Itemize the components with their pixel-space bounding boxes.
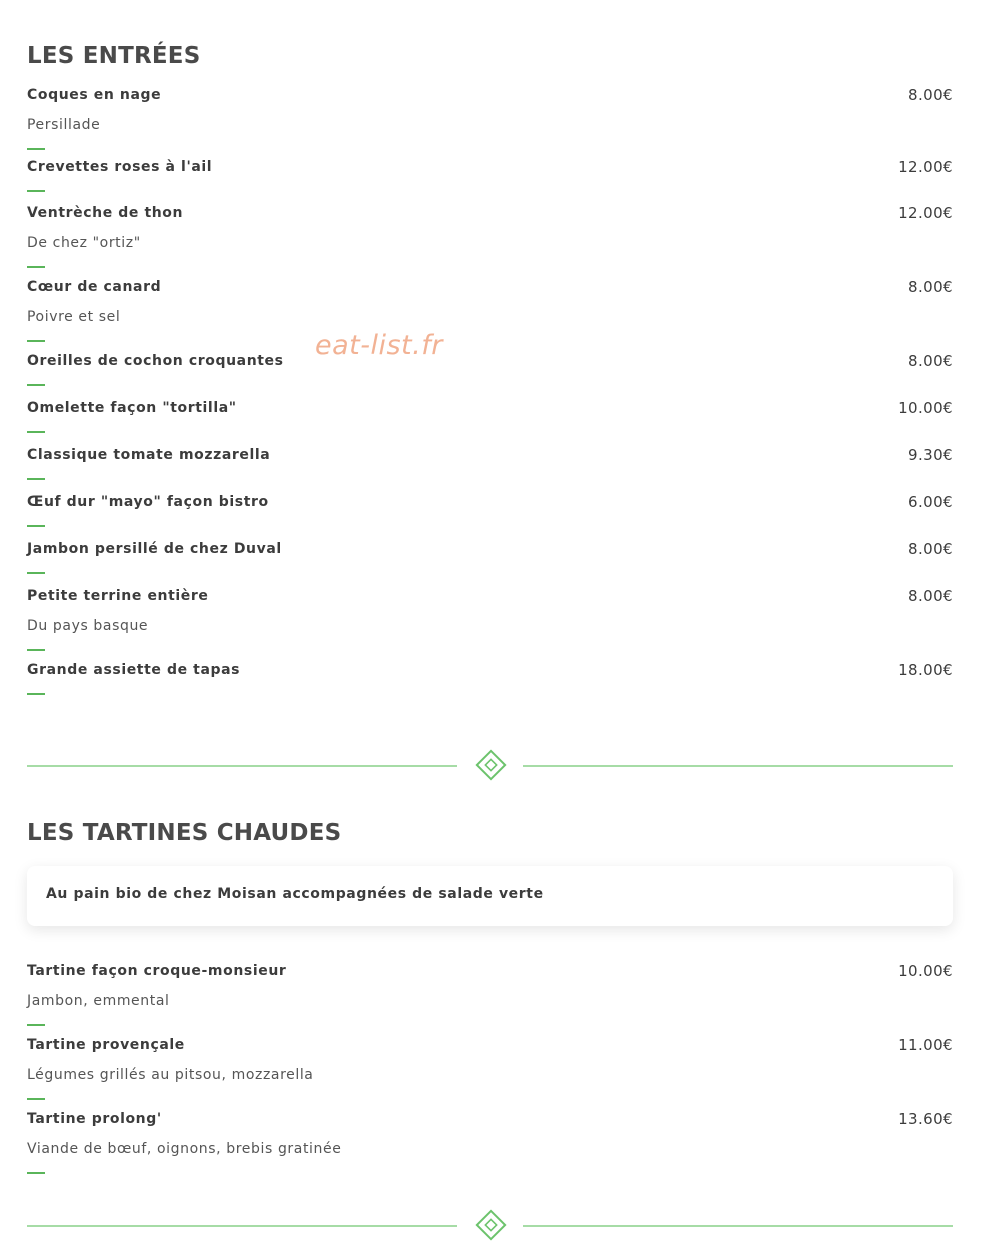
- item-description: Du pays basque: [27, 618, 149, 634]
- item-price: 10.00€: [898, 962, 953, 980]
- item-separator: [27, 525, 45, 527]
- item-name: Petite terrine entière: [27, 588, 209, 604]
- item-separator: [27, 1172, 45, 1174]
- item-price: 6.00€: [908, 493, 953, 511]
- item-separator: [27, 649, 45, 651]
- menu-item: [27, 961, 953, 1026]
- diamond-ornament-icon: [474, 1208, 508, 1242]
- menu-item: [27, 1035, 953, 1100]
- menu-item: [27, 445, 953, 480]
- item-description: Poivre et sel: [27, 309, 121, 325]
- item-price: 13.60€: [898, 1110, 953, 1128]
- menu-item: [27, 277, 953, 342]
- item-name: Cœur de canard: [27, 279, 162, 295]
- item-separator: [27, 478, 45, 480]
- section-divider: [27, 1208, 953, 1242]
- item-price: 9.30€: [908, 446, 953, 464]
- item-name: Jambon persillé de chez Duval: [27, 541, 282, 557]
- item-separator: [27, 693, 45, 695]
- item-description: Légumes grillés au pitsou, mozzarella: [27, 1067, 314, 1083]
- tartines-list: [27, 961, 953, 1174]
- item-separator: [27, 340, 45, 342]
- item-separator: [27, 1024, 45, 1026]
- menu-item: [27, 351, 953, 386]
- item-price: 8.00€: [908, 540, 953, 558]
- menu-item: [27, 492, 953, 527]
- item-description: Viande de bœuf, oignons, brebis gratinée: [27, 1141, 342, 1157]
- menu-item: [27, 539, 953, 574]
- item-name: Coques en nage: [27, 87, 162, 103]
- item-name: Ventrèche de thon: [27, 205, 184, 221]
- item-separator: [27, 431, 45, 433]
- item-description: Jambon, emmental: [27, 993, 170, 1009]
- item-price: 12.00€: [898, 204, 953, 222]
- divider-line-right: [523, 1225, 953, 1227]
- item-name: Tartine provençale: [27, 1037, 185, 1053]
- item-separator: [27, 266, 45, 268]
- menu-item: [27, 586, 953, 651]
- entrees-list: [27, 85, 953, 695]
- divider-line-right: [523, 765, 953, 767]
- watermark: eat-list.fr: [315, 330, 443, 361]
- item-price: 10.00€: [898, 399, 953, 417]
- item-price: 8.00€: [908, 278, 953, 296]
- item-name: Tartine prolong': [27, 1111, 162, 1127]
- menu-item: [27, 1109, 953, 1174]
- section-divider: [27, 748, 953, 782]
- item-price: 12.00€: [898, 158, 953, 176]
- item-name: Œuf dur "mayo" façon bistro: [27, 494, 269, 510]
- item-name: Classique tomate mozzarella: [27, 447, 271, 463]
- item-price: 8.00€: [908, 587, 953, 605]
- item-separator: [27, 572, 45, 574]
- item-price: 18.00€: [898, 661, 953, 679]
- item-price: 11.00€: [898, 1036, 953, 1054]
- item-separator: [27, 384, 45, 386]
- item-price: 8.00€: [908, 86, 953, 104]
- section-title-tartines: LES TARTINES CHAUDES: [27, 820, 342, 846]
- menu-item: [27, 85, 953, 150]
- item-name: Grande assiette de tapas: [27, 662, 241, 678]
- item-name: Tartine façon croque-monsieur: [27, 963, 287, 979]
- item-name: Crevettes roses à l'ail: [27, 159, 213, 175]
- diamond-ornament-icon: [474, 748, 508, 782]
- item-name: Oreilles de cochon croquantes: [27, 353, 284, 369]
- item-name: Omelette façon "tortilla": [27, 400, 237, 416]
- section-note-card: [27, 866, 953, 926]
- menu-item: [27, 157, 953, 192]
- item-separator: [27, 148, 45, 150]
- menu-item: [27, 398, 953, 433]
- divider-line-left: [27, 1225, 457, 1227]
- item-description: Persillade: [27, 117, 101, 133]
- item-price: 8.00€: [908, 352, 953, 370]
- item-separator: [27, 1098, 45, 1100]
- menu-item: [27, 203, 953, 268]
- menu-item: [27, 660, 953, 695]
- item-separator: [27, 190, 45, 192]
- divider-line-left: [27, 765, 457, 767]
- section-note-text: Au pain bio de chez Moisan accompagnées de salade verte: [46, 886, 544, 902]
- item-description: De chez "ortiz": [27, 235, 141, 251]
- section-title-entrees: LES ENTRÉES: [27, 43, 201, 69]
